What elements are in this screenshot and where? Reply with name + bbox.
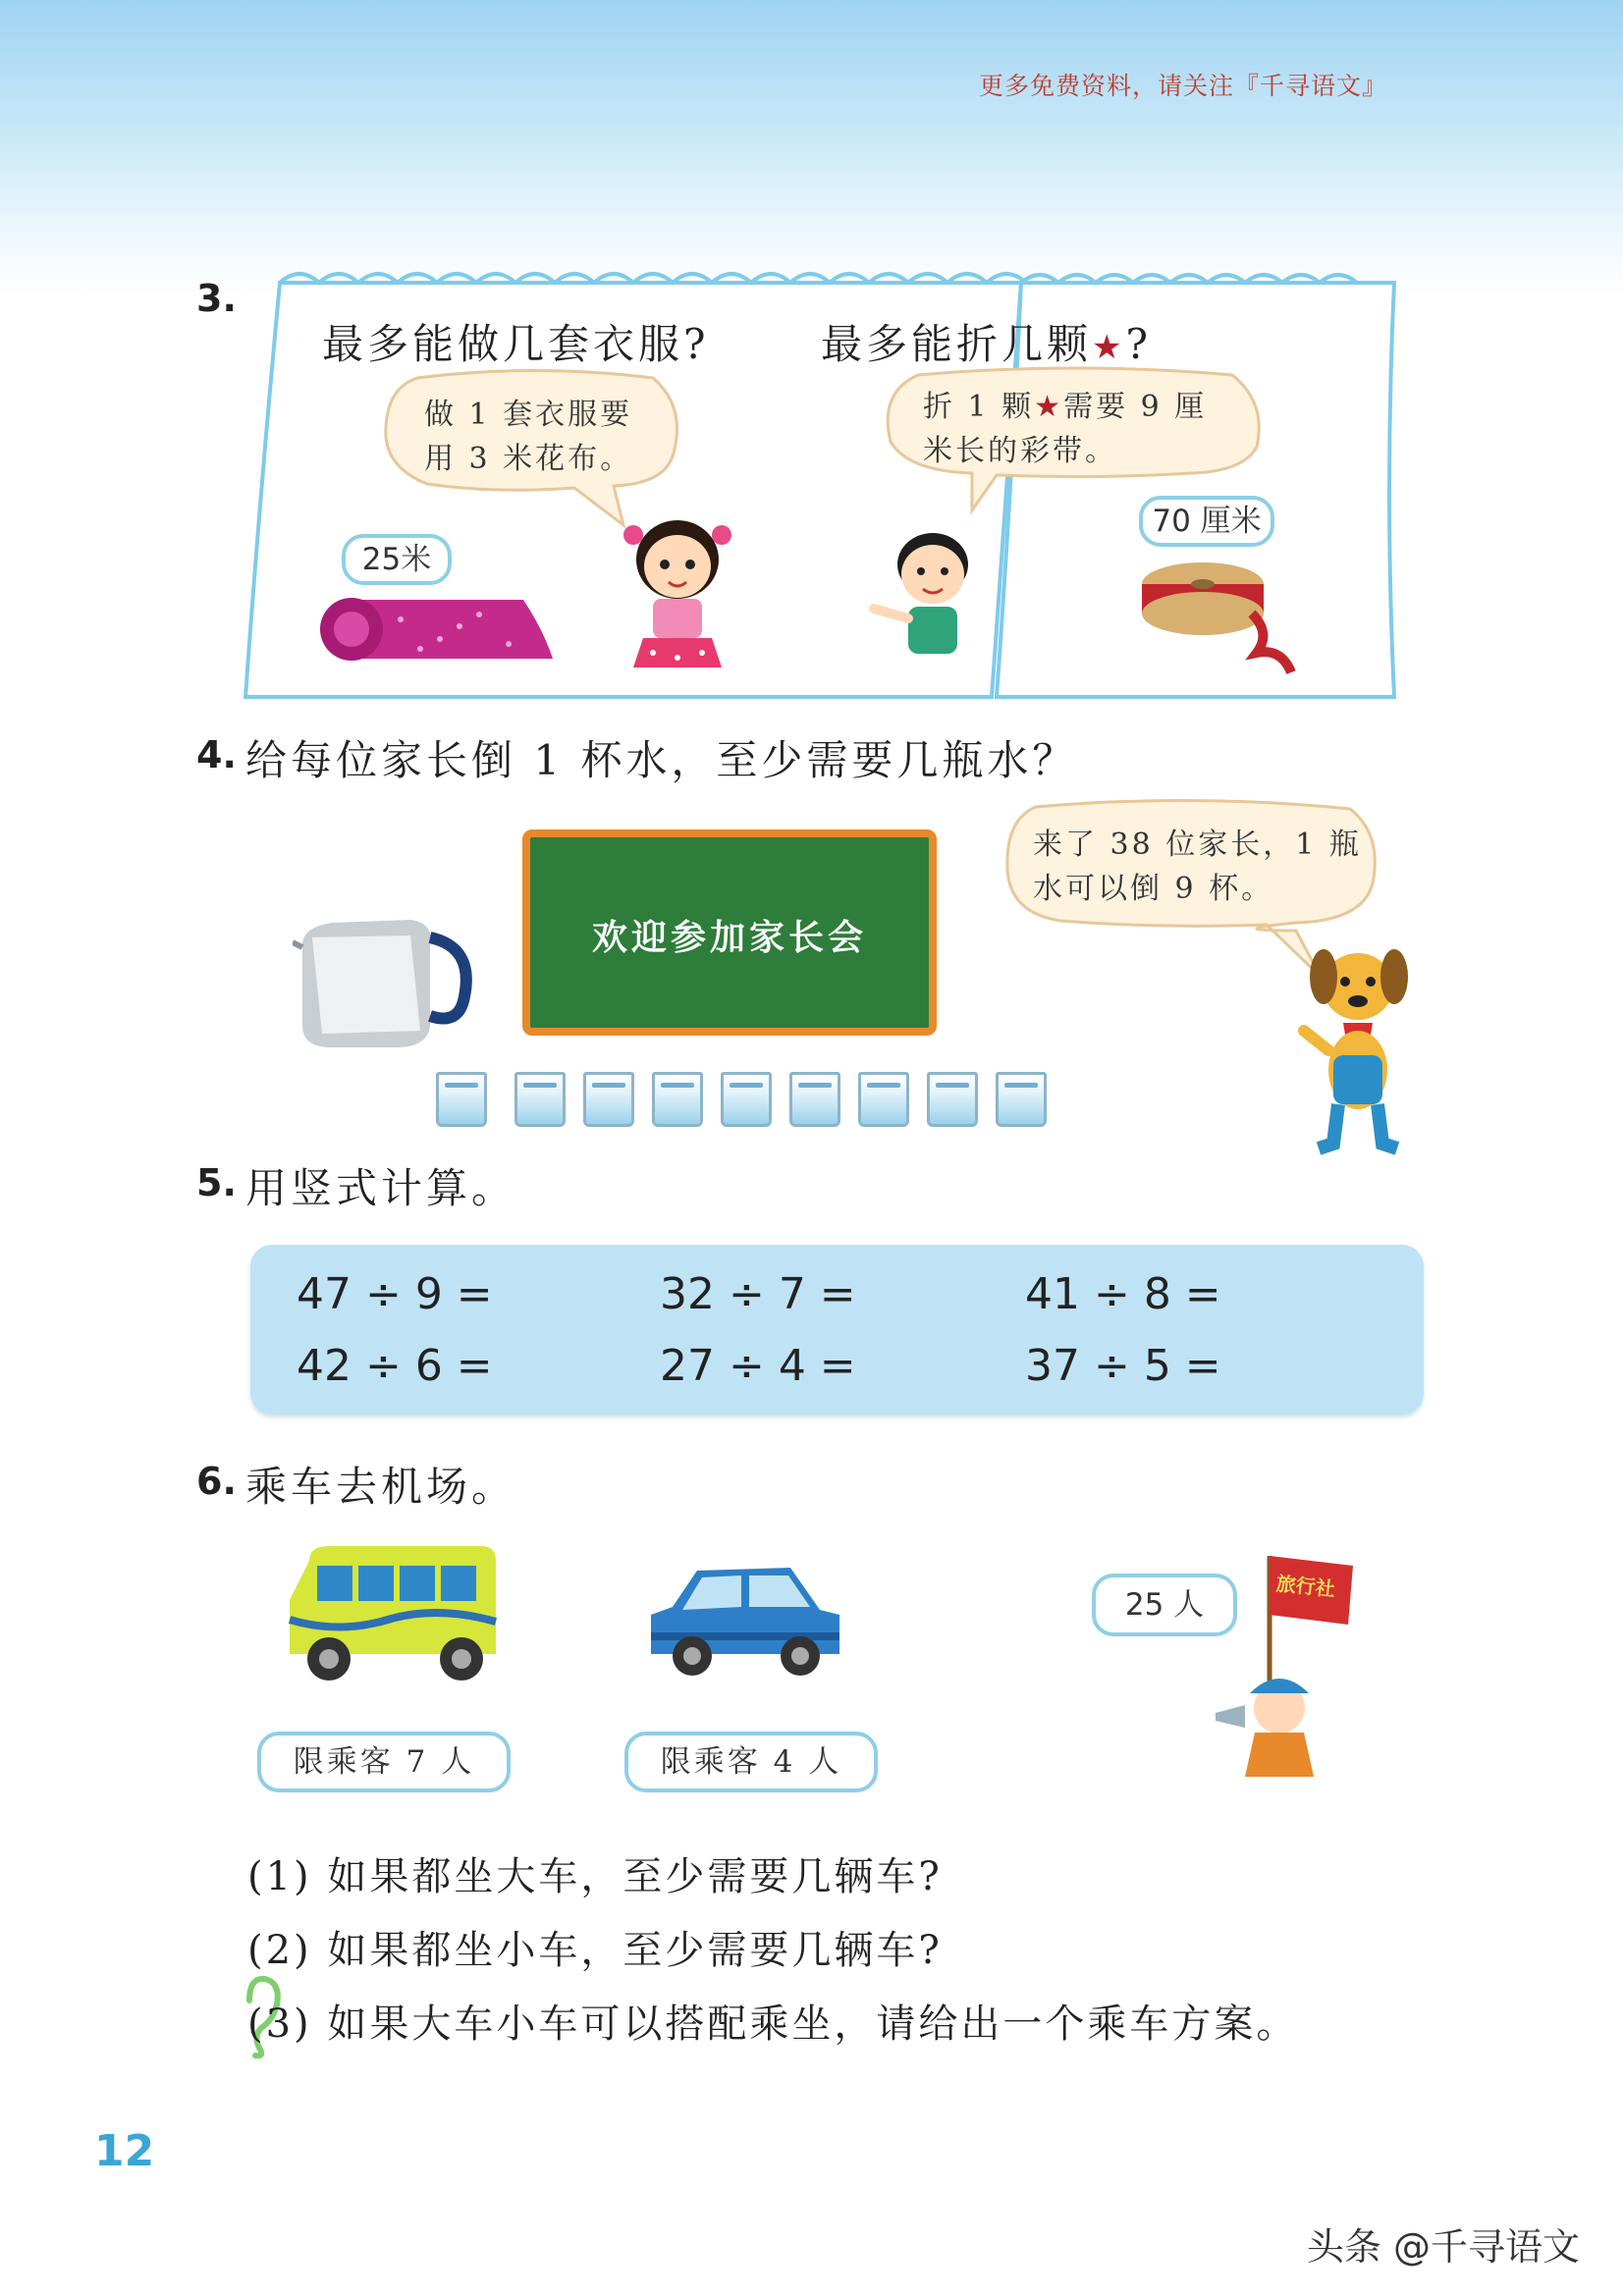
flag-text: 旅行社	[1274, 1571, 1336, 1602]
q3-right-bubble-line1-a: 折 1 颗	[923, 390, 1035, 424]
header-band	[0, 0, 1623, 294]
q3-right-bubble-line1	[923, 385, 1207, 429]
water-cup	[652, 1072, 703, 1127]
q3-left-bubble-line2: 用 3 米花布。	[424, 442, 633, 476]
fabric-roll-image	[312, 585, 558, 673]
q3-number: 3.	[196, 277, 237, 320]
calc-problem: 42 ÷ 6 =	[297, 1341, 493, 1391]
people-count-tag: 25 人	[1092, 1574, 1237, 1636]
q3-left-bubble-line1: 做 1 套衣服要	[424, 398, 633, 432]
car-limit-tag: 限乘客 4 人	[624, 1732, 878, 1792]
q4-number: 4.	[196, 733, 237, 776]
water-cup	[927, 1072, 978, 1127]
water-cup	[514, 1072, 566, 1127]
girl-image	[604, 506, 751, 682]
q3-right-bubble-line2: 米长的彩带。	[923, 434, 1117, 468]
q3-left-title: 最多能做几套衣服?	[322, 320, 710, 368]
q3-left-bubble	[424, 393, 632, 481]
q6-sub2: (2) 如果都坐小车，至少需要几辆车?	[247, 1928, 943, 1973]
boy-image	[864, 520, 1001, 667]
water-cup	[996, 1072, 1047, 1127]
q6-text: 乘车去机场。	[245, 1463, 517, 1511]
q5-number: 5.	[196, 1161, 237, 1204]
q6-number: 6.	[196, 1460, 237, 1503]
q4-text: 给每位家长倒 1 杯水，至少需要几瓶水？	[245, 736, 1078, 784]
star-icon-small: ★	[1034, 390, 1064, 424]
q3-right-title-prefix: 最多能折几颗	[821, 320, 1093, 368]
water-cup	[789, 1072, 840, 1127]
q4-bubble	[1033, 823, 1362, 911]
q3-right-title	[821, 312, 1152, 371]
kettle-image	[293, 908, 484, 1055]
water-cup	[583, 1072, 634, 1127]
bus-limit-tag: 限乘客 7 人	[257, 1732, 511, 1792]
water-cup	[858, 1072, 909, 1127]
calc-problem: 37 ÷ 5 =	[1025, 1341, 1221, 1391]
welcome-board-text: 欢迎参加家长会	[591, 918, 867, 958]
water-cup	[436, 1072, 487, 1127]
calc-problem: 41 ÷ 8 =	[1025, 1269, 1221, 1319]
minibus-image	[280, 1541, 501, 1688]
q3-right-title-suffix: ?	[1125, 320, 1153, 368]
q5-text: 用竖式计算。	[245, 1164, 517, 1212]
car-image	[643, 1556, 849, 1683]
calc-problem: 32 ÷ 7 =	[660, 1269, 856, 1319]
star-icon: ★	[1092, 328, 1126, 367]
dog-image	[1294, 942, 1432, 1158]
ribbon-length-tag: 70 厘米	[1139, 496, 1274, 547]
q3-right-bubble-line1-b: 需要 9 厘	[1063, 390, 1208, 424]
page-number: 12	[94, 2126, 155, 2176]
calc-problem: 47 ÷ 9 =	[297, 1269, 493, 1319]
q3-right-bubble	[923, 385, 1207, 473]
q4-bubble-line2: 水可以倒 9 杯。	[1033, 872, 1274, 906]
header-note: 更多免费资料，请关注『千寻语文』	[978, 72, 1387, 100]
watermark: 头条 @千寻语文	[1306, 2225, 1580, 2269]
q6-sub3: (3) 如果大车小车可以搭配乘坐，请给出一个乘车方案。	[247, 2002, 1299, 2047]
fabric-length-tag: 25米	[342, 534, 452, 585]
ribbon-spool-image	[1134, 545, 1296, 682]
welcome-board	[522, 829, 937, 1036]
calc-problem: 27 ÷ 4 =	[660, 1341, 856, 1391]
q4-bubble-line1: 来了 38 位家长，1 瓶	[1033, 828, 1362, 862]
q6-sub1: (1) 如果都坐大车，至少需要几辆车?	[247, 1854, 943, 1899]
water-cup	[721, 1072, 772, 1127]
